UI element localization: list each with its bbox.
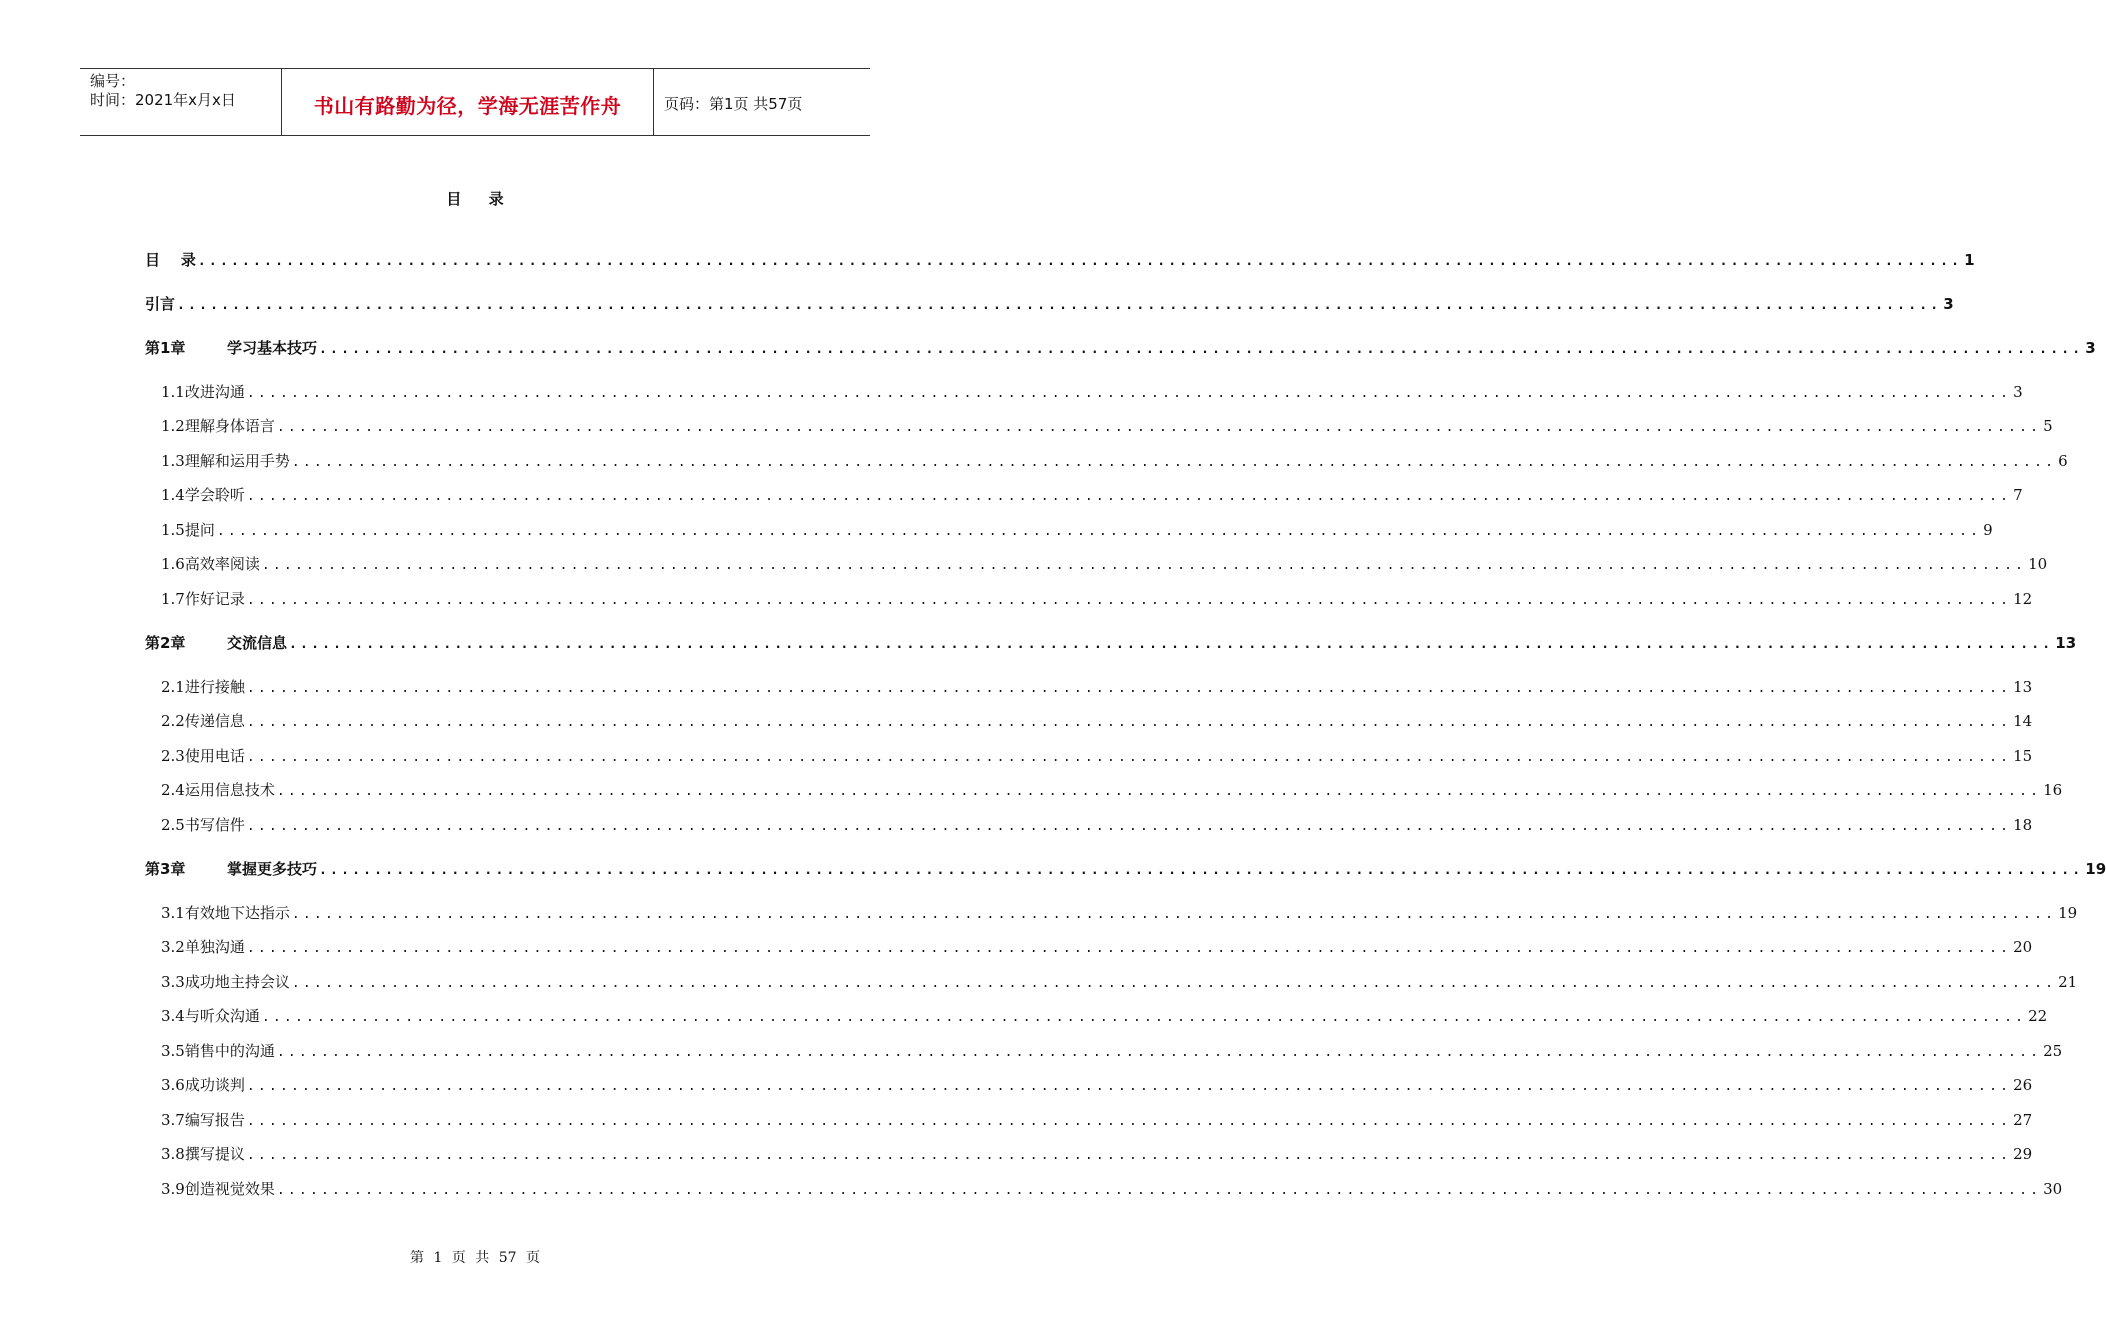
toc-leader-dots: ................................................................................................................................................................: [276, 1183, 2042, 1198]
toc-entry[interactable]: [161, 485, 2023, 505]
toc-entry-label: [145, 633, 287, 653]
toc-entry[interactable]: [161, 1006, 2048, 1026]
toc-entry-label: 2.3使用电话: [161, 747, 245, 765]
toc-page-number: 3: [2085, 339, 2096, 357]
toc-entry[interactable]: [161, 677, 2033, 697]
toc-chapter-number: 第1章: [145, 339, 186, 357]
toc-chapter-number: 第2章: [145, 634, 186, 652]
toc-entry-label: 3.2单独沟通: [161, 938, 245, 956]
toc-entry-label: 2.1进行接触: [161, 678, 245, 696]
toc-leader-dots: ................................................................................................................................................................: [319, 342, 2084, 357]
toc-entry[interactable]: [161, 520, 1993, 540]
toc-entry[interactable]: [161, 1179, 2063, 1199]
toc-chapter-title: 掌握更多技巧: [227, 860, 318, 878]
toc-leader-dots: ................................................................................................................................................................: [289, 637, 2054, 652]
toc-page-number: 14: [2013, 712, 2033, 730]
toc-page-number: 16: [2043, 781, 2063, 799]
toc-leader-dots: ................................................................................................................................................................: [246, 1079, 2012, 1094]
toc-page-number: 1: [1964, 251, 1975, 269]
toc-heading: 目 录: [446, 190, 504, 208]
toc-page-number: 20: [2013, 938, 2033, 956]
toc-leader-dots: ................................................................................................................................................................: [246, 750, 2012, 765]
toc-leader-dots: ................................................................................................................................................................: [197, 254, 1963, 269]
toc-leader-dots: ................................................................................................................................................................: [246, 819, 2012, 834]
toc-entry-label: 目 录: [145, 251, 196, 269]
header-page-info: 页码：第1页 共57页: [664, 94, 803, 113]
toc-page-number: 21: [2058, 973, 2078, 991]
header-motto: 书山有路勤为径，学海无涯苦作舟: [282, 69, 654, 135]
toc-entry[interactable]: [161, 937, 2033, 957]
toc-page-number: 15: [2013, 747, 2033, 765]
toc-entry[interactable]: [161, 1110, 2033, 1130]
toc-entry[interactable]: [161, 451, 2068, 471]
toc-entry[interactable]: [161, 711, 2033, 731]
toc-chapter-title: 学习基本技巧: [227, 339, 318, 357]
toc-page-number: 12: [2013, 590, 2033, 608]
toc-entry-label: 1.1改进沟通: [161, 383, 245, 401]
toc-entry[interactable]: [161, 903, 2078, 923]
toc-leader-dots: ................................................................................................................................................................: [177, 298, 1942, 313]
toc-entry-label: 3.8撰写提议: [161, 1145, 245, 1163]
toc-page-number: 13: [2013, 678, 2033, 696]
toc-entry-label: 1.2理解身体语言: [161, 417, 275, 435]
toc-page-number: 7: [2013, 486, 2023, 504]
toc-leader-dots: ................................................................................................................................................................: [246, 681, 2012, 696]
toc-entry-label: 3.1有效地下达指示: [161, 904, 290, 922]
toc-leader-dots: ................................................................................................................................................................: [291, 455, 2057, 470]
document-number-label: 编号：: [90, 72, 136, 90]
toc-entry[interactable]: [145, 294, 1954, 314]
toc-entry[interactable]: [161, 382, 2023, 402]
toc-leader-dots: ................................................................................................................................................................: [319, 863, 2084, 878]
toc-entry[interactable]: [161, 815, 2033, 835]
toc-entry-label: 3.4与听众沟通: [161, 1007, 260, 1025]
toc-entry-label: 3.5销售中的沟通: [161, 1042, 275, 1060]
toc-leader-dots: ................................................................................................................................................................: [246, 386, 2012, 401]
toc-leader-dots: ................................................................................................................................................................: [246, 489, 2012, 504]
toc-page-number: 25: [2043, 1042, 2063, 1060]
toc-page-number: 10: [2028, 555, 2048, 573]
toc-entry[interactable]: [161, 780, 2063, 800]
toc-chapter-title: 交流信息: [227, 634, 288, 652]
toc-page-number: 22: [2028, 1007, 2048, 1025]
toc-entry-label: 3.7编写报告: [161, 1111, 245, 1129]
toc-page-number: 30: [2043, 1180, 2063, 1198]
toc-entry[interactable]: [161, 1144, 2033, 1164]
toc-page-number: 19: [2058, 904, 2078, 922]
toc-leader-dots: ................................................................................................................................................................: [276, 420, 2042, 435]
page-footer: 第 1 页 共 57 页: [410, 1250, 540, 1266]
toc-entry-label: 1.4学会聆听: [161, 486, 245, 504]
toc-entry[interactable]: [145, 859, 2106, 879]
toc-entry-label: [145, 338, 317, 358]
toc-entry[interactable]: [161, 1075, 2033, 1095]
toc-page-number: 3: [2013, 383, 2023, 401]
toc-leader-dots: ................................................................................................................................................................: [276, 784, 2042, 799]
toc-entry[interactable]: [161, 416, 2053, 436]
toc-entry-label: 3.9创造视觉效果: [161, 1180, 275, 1198]
toc-page-number: 3: [1943, 295, 1954, 313]
toc-page-number: 27: [2013, 1111, 2033, 1129]
toc-entry[interactable]: [145, 633, 2077, 653]
toc-page-number: 5: [2043, 417, 2053, 435]
toc-entry-label: 2.4运用信息技术: [161, 781, 275, 799]
toc-leader-dots: ................................................................................................................................................................: [246, 715, 2012, 730]
toc-page-number: 6: [2058, 452, 2068, 470]
toc-entry-label: 1.3理解和运用手势: [161, 452, 290, 470]
toc-page-number: 29: [2013, 1145, 2033, 1163]
toc-page-number: 9: [1983, 521, 1993, 539]
toc-leader-dots: ................................................................................................................................................................: [246, 1114, 2012, 1129]
toc-leader-dots: ................................................................................................................................................................: [216, 524, 1982, 539]
toc-entry[interactable]: [145, 338, 2096, 358]
toc-entry[interactable]: [145, 250, 1975, 270]
toc-entry[interactable]: [161, 1041, 2063, 1061]
toc-entry-label: 3.6成功谈判: [161, 1076, 245, 1094]
toc-entry[interactable]: [161, 746, 2033, 766]
toc-leader-dots: ................................................................................................................................................................: [246, 941, 2012, 956]
toc-entry-label: 1.6高效率阅读: [161, 555, 260, 573]
toc-entry-label: 3.3成功地主持会议: [161, 973, 290, 991]
toc-leader-dots: ................................................................................................................................................................: [246, 1148, 2012, 1163]
toc-leader-dots: ................................................................................................................................................................: [261, 558, 2027, 573]
toc-page-number: 26: [2013, 1076, 2033, 1094]
toc-entry-label: 引言: [145, 295, 176, 313]
toc-entry[interactable]: [161, 554, 2048, 574]
toc-entry-label: 2.5书写信件: [161, 816, 245, 834]
toc-entry-label: 1.5提问: [161, 521, 215, 539]
toc-page-number: 13: [2055, 634, 2077, 652]
toc-chapter-number: 第3章: [145, 860, 186, 878]
toc-leader-dots: ................................................................................................................................................................: [246, 593, 2012, 608]
toc-leader-dots: ................................................................................................................................................................: [261, 1010, 2027, 1025]
toc-page-number: 18: [2013, 816, 2033, 834]
toc-entry-label: 1.7作好记录: [161, 590, 245, 608]
toc-page-number: 19: [2085, 860, 2106, 878]
toc-entry-label: [145, 859, 317, 879]
toc-entry[interactable]: [161, 972, 2078, 992]
toc-leader-dots: ................................................................................................................................................................: [291, 907, 2057, 922]
toc-entry-label: 2.2传递信息: [161, 712, 245, 730]
document-date-label: 时间：2021年x月x日: [90, 91, 236, 109]
toc-leader-dots: ................................................................................................................................................................: [291, 976, 2057, 991]
toc-leader-dots: ................................................................................................................................................................: [276, 1045, 2042, 1060]
toc-entry[interactable]: [161, 589, 2033, 609]
